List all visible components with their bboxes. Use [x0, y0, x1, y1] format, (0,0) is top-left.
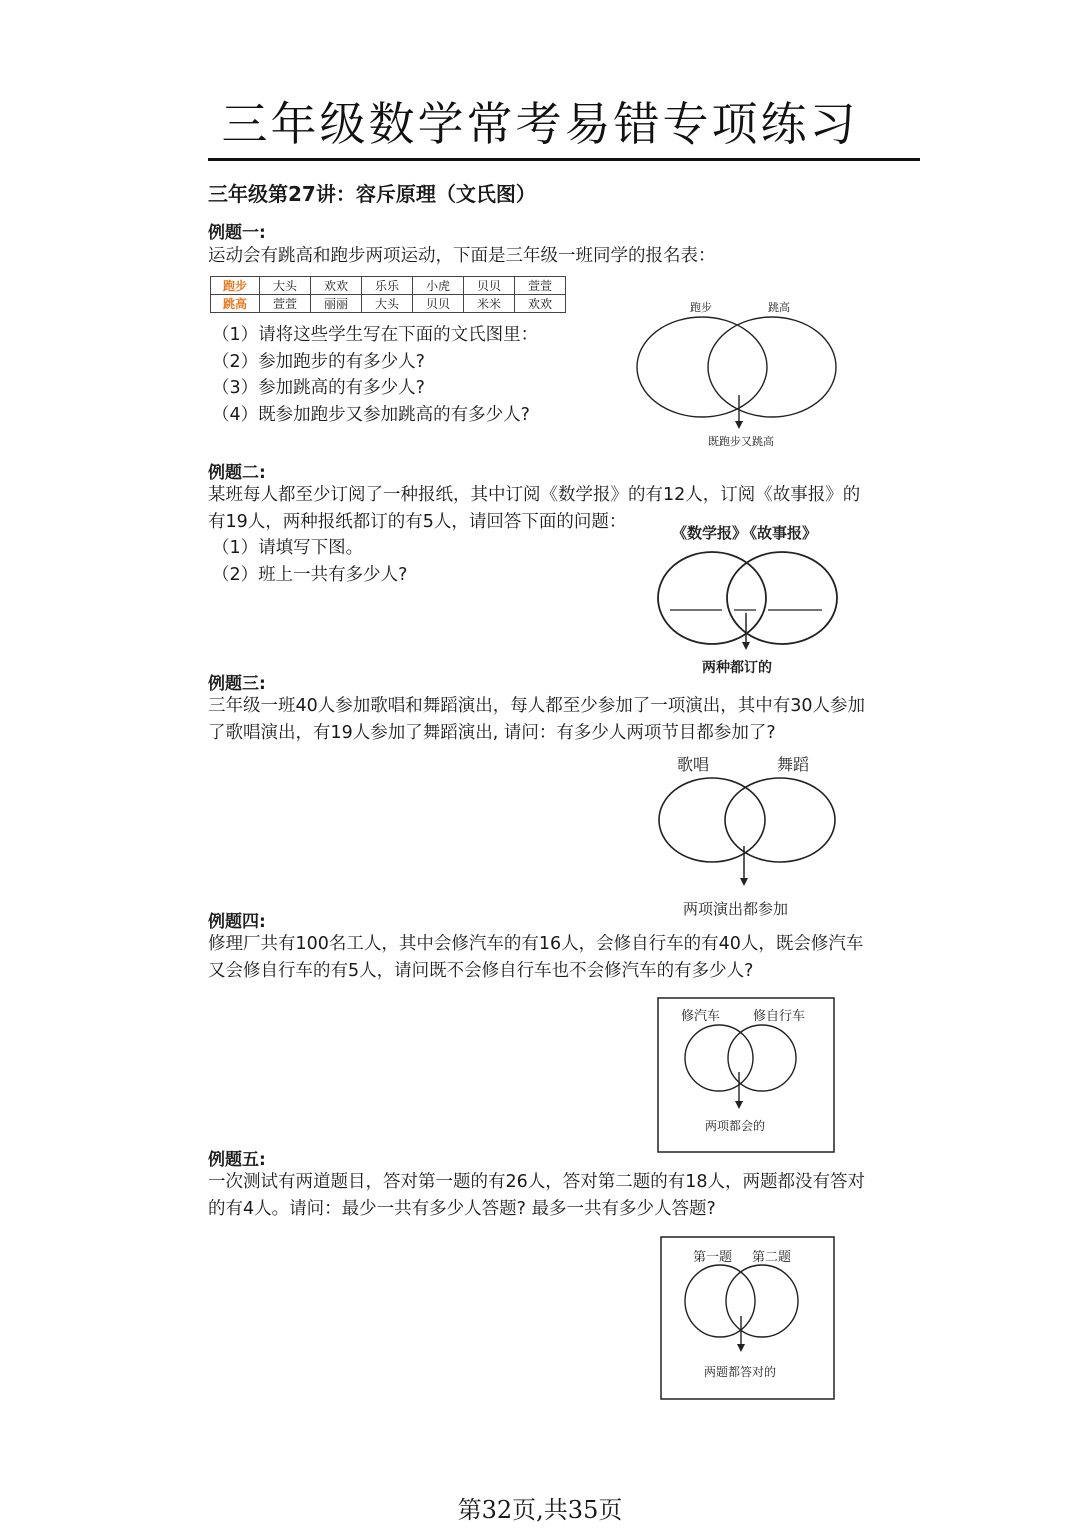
table-cell: 萱萱: [260, 295, 311, 313]
venn-right-label: 《故事报》: [742, 524, 818, 542]
question-item: （1）请将这些学生写在下面的文氏图里：: [212, 325, 539, 345]
venn-diagram-3: [650, 750, 850, 925]
table-cell: 小虎: [413, 277, 464, 295]
table-cell: 贝贝: [464, 277, 515, 295]
arrow-head: [737, 1344, 745, 1352]
venn-right-label: 修自行车: [753, 1009, 806, 1024]
example2-label: 例题二:: [208, 463, 266, 483]
venn-left-label: 修汽车: [681, 1009, 721, 1024]
venn-left-label: 第一题: [693, 1250, 733, 1265]
example1-questions: [212, 322, 538, 428]
table-cell: 丽丽: [311, 295, 362, 313]
text-line: 又会修自行车的有5人，请问既不会修自行车也不会修汽车的有多少人?: [208, 960, 754, 981]
venn-right-circle: [725, 778, 835, 862]
venn-left-circle: [658, 552, 766, 644]
venn-diagram-5: [660, 1236, 836, 1401]
example3-label: 例题三:: [208, 674, 266, 694]
table-cell: 欢欢: [515, 295, 566, 313]
registration-table: [210, 276, 566, 313]
arrow-head: [740, 878, 748, 886]
question-item: （1）请填写下图。: [212, 538, 364, 558]
venn-bottom-label: 既跑步又跳高: [708, 435, 774, 448]
table-cell: 大头: [362, 295, 413, 313]
venn-bottom-label: 两项演出都参加: [683, 900, 789, 918]
title-rule: [208, 158, 920, 161]
venn-right-circle: [708, 317, 836, 417]
example5-label: 例题五:: [208, 1150, 266, 1170]
venn-left-label: 《数学报》: [672, 524, 748, 542]
question-item: （2）参加跑步的有多少人?: [212, 351, 425, 372]
example5-text: [208, 1169, 923, 1222]
venn-left-circle: [685, 1025, 753, 1091]
question-item: （3）参加跳高的有多少人?: [212, 378, 425, 398]
text-line: 三年级一班40人参加歌唱和舞蹈演出，每人都至少参加了一项演出，其中有30人参加: [208, 696, 866, 716]
venn-left-circle: [637, 317, 767, 417]
row-head: 跑步: [211, 277, 260, 295]
table-row: [211, 295, 566, 313]
text-line: 的有4人。请问：最少一共有多少人答题? 最多一共有多少人答题?: [208, 1198, 716, 1219]
row-head: 跳高: [211, 295, 260, 313]
arrow-head: [735, 421, 743, 429]
venn-right-label: 第二题: [752, 1250, 792, 1265]
text-line: 一次测试有两道题目，答对第一题的有26人，答对第二题的有18人，两题都没有答对: [208, 1172, 866, 1192]
table-cell: 大头: [260, 277, 311, 295]
text-line: 了歌唱演出，有19人参加了舞蹈演出, 请问：有多少人两项节目都参加了?: [208, 722, 776, 743]
example1-intro: 运动会有跳高和跑步两项运动，下面是三年级一班同学的报名表：: [208, 246, 716, 266]
venn-right-circle: [727, 552, 837, 644]
example2-questions: [212, 535, 407, 588]
page-number: 第32页,共35页: [457, 1496, 623, 1524]
table-cell: 米米: [464, 295, 515, 313]
venn-bottom-label: 两种都订的: [702, 660, 772, 676]
arrow-head: [735, 1101, 743, 1109]
page-title: 三年级数学常考易错专项练习: [221, 97, 859, 151]
venn-left-circle: [685, 1265, 755, 1337]
venn-right-label: 舞蹈: [777, 755, 810, 774]
example1-label: 例题一:: [208, 223, 266, 243]
table-row: [211, 277, 566, 295]
table-cell: 乐乐: [362, 277, 413, 295]
text-line: 有19人，两种报纸都订的有5人，请回答下面的问题：: [208, 511, 627, 532]
venn-right-circle: [726, 1265, 798, 1337]
venn-diagram-4: [657, 997, 835, 1154]
example3-text: [208, 693, 923, 746]
venn-diagram-2: [650, 518, 850, 683]
table-cell: 萱萱: [515, 277, 566, 295]
venn-left-label: 歌唱: [677, 755, 710, 774]
text-line: 某班每人都至少订阅了一种报纸，其中订阅《数学报》的有12人，订阅《故事报》的: [208, 485, 861, 505]
arrow-head: [742, 642, 750, 650]
venn-bottom-label: 两项都会的: [705, 1119, 766, 1133]
question-item: （2）班上一共有多少人?: [212, 564, 408, 585]
venn-left-circle: [659, 778, 765, 862]
question-item: （4）既参加跑步又参加跳高的有多少人?: [212, 404, 530, 425]
example4-text: [208, 931, 923, 984]
venn-bottom-label: 两题都答对的: [704, 1365, 777, 1379]
table-cell: 贝贝: [413, 295, 464, 313]
venn-diagram-1: [630, 295, 845, 455]
table-cell: 欢欢: [311, 277, 362, 295]
venn-left-label: 跑步: [690, 301, 712, 314]
text-line: 修理厂共有100名工人，其中会修汽车的有16人，会修自行车的有40人，既会修汽车: [208, 934, 864, 954]
example4-label: 例题四:: [208, 912, 266, 932]
venn-right-circle: [728, 1025, 796, 1091]
lesson-heading: 三年级第27讲：容斥原理（文氏图）: [208, 182, 536, 206]
venn-right-label: 跳高: [768, 301, 790, 314]
